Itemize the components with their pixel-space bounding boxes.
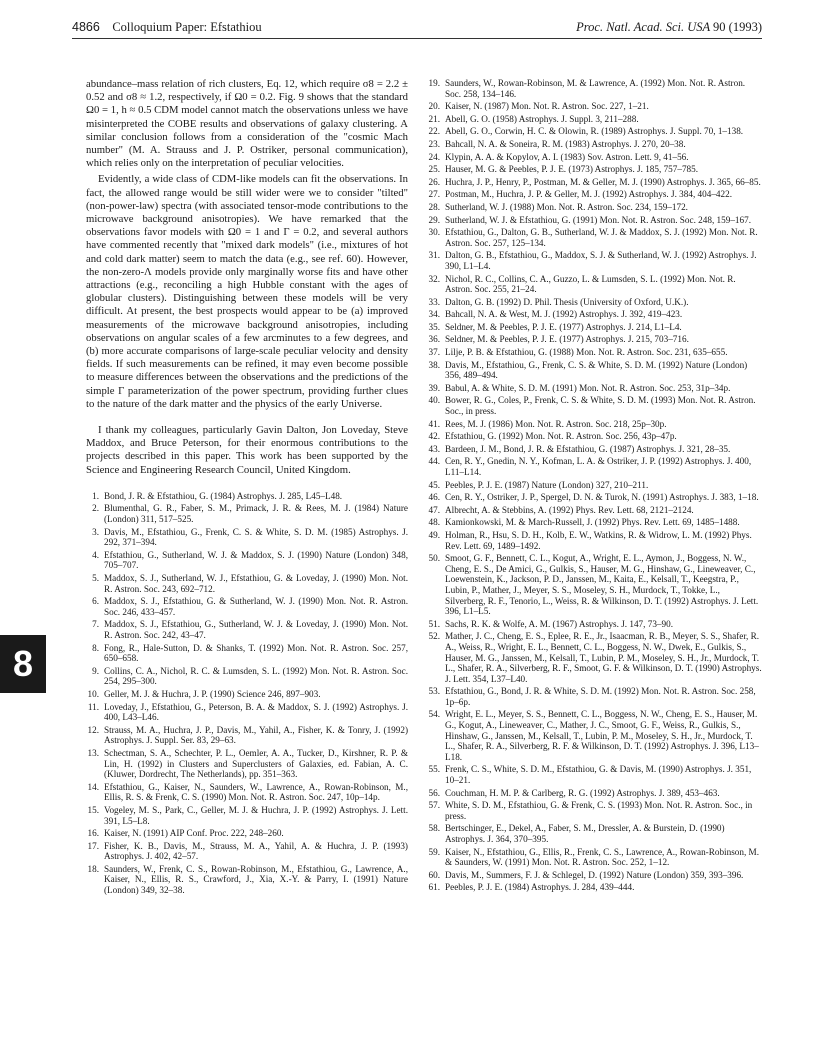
reference-item: [427, 686, 762, 707]
reference-item: [427, 297, 762, 308]
left-column: [86, 78, 408, 898]
header-rule: [72, 38, 762, 39]
body-paragraph: abundance–mass relation of rich clusters, Eq. 12, which require σ8 = 2.2 ± 0.52 and σ8 ≈ 1.2, respectively, if Ω0 = 0.2. Fig. 9 shows that the standard Ω0 = 1, h ≈ 0.5 CDM model cannot match the observations unless we have misinterpreted the COBE results and observations of galaxy clustering. A similar conclusion follows from a consideration of the "cosmic Mach number" (M. A. Strauss and J. P. Ostriker, personal communication), which relies only on the interpretation of peculiar velocities.: [86, 78, 408, 170]
reference-text: Davis, M., Efstathiou, G., Frenk, C. S. & White, S. D. M. (1992) Nature (London) 356, 489–494.: [445, 359, 748, 381]
reference-item: [427, 274, 762, 295]
reference-item: [427, 709, 762, 762]
reference-item: [86, 666, 408, 687]
reference-number: 60.: [428, 869, 440, 880]
reference-item: [427, 360, 762, 381]
reference-number: 3.: [92, 526, 99, 537]
reference-number: 45.: [428, 479, 440, 490]
reference-item: [86, 689, 408, 700]
reference-number: 18.: [87, 863, 99, 874]
reference-text: Kaiser, N., Efstathiou, G., Ellis, R., Frenk, C. S., Lawrence, A., Rowan-Robinson, M. & Saunders, W. (1991) Mon. Not. R. Astron. Soc. 252, 1–12.: [445, 846, 760, 868]
reference-item: [86, 702, 408, 723]
reference-text: White, S. D. M., Efstathiou, G. & Frenk, C. S. (1993) Mon. Not. R. Astron. Soc., in press.: [445, 800, 753, 821]
reference-text: Efstathiou, G., Dalton, G. B., Sutherland, W. J. & Maddox, S. J. (1992) Mon. Not. R. Astron. Soc. 257, 125–134.: [445, 227, 758, 248]
page-number: 4866: [72, 20, 100, 34]
reference-number: 61.: [428, 882, 440, 893]
reference-text: Sutherland, W. J. & Efstathiou, G. (1991) Mon. Not. R. Astron. Soc. 248, 159–167.: [445, 214, 751, 225]
reference-number: 35.: [428, 321, 440, 332]
reference-number: 19.: [428, 78, 440, 88]
reference-item: [86, 841, 408, 862]
reference-number: 40.: [428, 395, 440, 406]
reference-item: [427, 152, 762, 163]
reference-number: 1.: [92, 490, 99, 501]
reference-number: 6.: [92, 596, 99, 607]
reference-text: Geller, M. J. & Huchra, J. P. (1990) Science 246, 897–903.: [104, 688, 321, 699]
reference-item: [427, 823, 762, 844]
reference-item: [427, 492, 762, 503]
reference-text: Kaiser, N. (1987) Mon. Not. R. Astron. Soc. 227, 1–21.: [445, 101, 649, 112]
header-left: [72, 20, 262, 35]
reference-text: Sutherland, W. J. (1988) Mon. Not. R. Astron. Soc. 234, 159–172.: [445, 201, 688, 212]
reference-item: [86, 864, 408, 896]
journal-name: Proc. Natl. Acad. Sci. USA: [576, 20, 710, 34]
reference-text: Babul, A. & White, S. D. M. (1991) Mon. Not. R. Astron. Soc. 253, 31p–34p.: [445, 382, 731, 393]
reference-number: 4.: [92, 549, 99, 560]
reference-text: Collins, C. A., Nichol, R. C. & Lumsden, S. L. (1992) Mon. Not. R. Astron. Soc. 254, 295–300.: [104, 665, 408, 687]
reference-text: Schectman, S. A., Schechter, P. L., Oemler, A. A., Tucker, D., Kirshner, R. P. & Lin, H. (1992) in Clusters and Superclusters of Galaxies, ed. Fabian, A. C. (Kluwer, Dordrecht, The Netherlands), pp. 351–363.: [104, 747, 408, 780]
reference-text: Nichol, R. C., Collins, C. A., Guzzo, L. & Lumsden, S. L. (1992) Mon. Not. R. Astron. Soc. 255, 21–24.: [445, 273, 736, 295]
reference-text: Peebles, P. J. E. (1987) Nature (London) 327, 210–211.: [445, 479, 649, 490]
reference-item: [427, 480, 762, 491]
reference-text: Bahcall, N. A. & Soneira, R. M. (1983) Astrophys. J. 270, 20–38.: [445, 138, 686, 149]
reference-number: 16.: [87, 828, 99, 839]
reference-number: 26.: [428, 176, 440, 187]
reference-number: 37.: [428, 347, 440, 358]
reference-number: 57.: [428, 800, 440, 811]
reference-item: [86, 805, 408, 826]
reference-number: 17.: [87, 840, 99, 851]
reference-item: [427, 395, 762, 416]
reference-text: Lilje, P. B. & Efstathiou, G. (1988) Mon. Not. R. Astron. Soc. 231, 635–655.: [445, 347, 728, 358]
reference-number: 41.: [428, 418, 440, 429]
reference-text: Bahcall, N. A. & West, M. J. (1992) Astrophys. J. 392, 419–423.: [445, 309, 683, 320]
reference-text: Wright, E. L., Meyer, S. S., Bennett, C. L., Boggess, N. W., Cheng, E. S., Hauser, M. G., Kogut, A., Lineweaver, C., Mather, J. C., Smoot, G. F., Weiss, R., Gulkis, S., Hinshaw, G., Janssen, M., Kelsall, T., Lubin, P. M., Moseley, S. H., Jr., Murdock, T. L., Shafer, R. A., Silverberg, R. F. & Wilkinson, D. T. (1992) Astrophys. J. 396, L13–L18.: [445, 709, 759, 762]
reference-item: [86, 573, 408, 594]
reference-item: [86, 782, 408, 803]
reference-item: [427, 456, 762, 477]
reference-list-left: [86, 491, 408, 896]
running-header: [72, 20, 762, 40]
section-label: Colloquium Paper: Efstathiou: [112, 20, 262, 34]
reference-item: [427, 431, 762, 442]
reference-text: Hauser, M. G. & Peebles, P. J. E. (1973) Astrophys. J. 185, 757–785.: [445, 164, 699, 175]
reference-text: Couchman, H. M. P. & Carlberg, R. G. (1992) Astrophys. J. 389, 453–463.: [445, 787, 720, 798]
reference-text: Abell, G. O. (1958) Astrophys. J. Suppl. 3, 211–288.: [445, 113, 639, 124]
reference-text: Seldner, M. & Peebles, P. J. E. (1977) Astrophys. J. 214, L1–L4.: [445, 321, 682, 332]
reference-number: 54.: [428, 709, 440, 720]
reference-text: Cen, R. Y., Gnedin, N. Y., Kofman, L. A. & Ostriker, J. P. (1992) Astrophys. J. 400, L11–L14.: [445, 456, 752, 477]
reference-number: 51.: [428, 618, 440, 629]
journal-volume: 90 (1993): [713, 20, 762, 34]
reference-text: Abell, G. O., Corwin, H. C. & Olowin, R. (1989) Astrophys. J. Suppl. 70, 1–138.: [445, 126, 744, 137]
reference-text: Sachs, R. K. & Wolfe, A. M. (1967) Astrophys. J. 147, 73–90.: [445, 618, 674, 629]
reference-item: [86, 527, 408, 548]
reference-number: 24.: [428, 151, 440, 162]
reference-item: [427, 517, 762, 528]
reference-item: [427, 847, 762, 868]
reference-text: Bardeen, J. M., Bond, J. R. & Efstathiou, G. (1987) Astrophys. J. 321, 28–35.: [445, 443, 731, 454]
reference-text: Efstathiou, G., Bond, J. R. & White, S. D. M. (1992) Mon. Not. R. Astron. Soc. 258, 1p–6p.: [445, 686, 756, 707]
reference-number: 33.: [428, 296, 440, 307]
reference-item: [427, 189, 762, 200]
reference-number: 31.: [428, 250, 440, 261]
reference-number: 50.: [428, 553, 440, 564]
reference-number: 46.: [428, 492, 440, 503]
reference-number: 10.: [87, 688, 99, 699]
reference-text: Davis, M., Summers, F. J. & Schlegel, D. (1992) Nature (London) 359, 393–396.: [445, 869, 744, 880]
reference-number: 44.: [428, 456, 440, 467]
reference-number: 8.: [92, 642, 99, 653]
reference-text: Blumenthal, G. R., Faber, S. M., Primack, J. R. & Rees, M. J. (1984) Nature (London) 311, 517–525.: [104, 503, 408, 525]
reference-text: Bower, R. G., Coles, P., Frenk, C. S. & White, S. D. M. (1993) Mon. Not. R. Astron. Soc., in press.: [445, 395, 756, 417]
reference-number: 47.: [428, 504, 440, 515]
reference-text: Kamionkowski, M. & March-Russell, J. (1992) Phys. Rev. Lett. 69, 1485–1488.: [445, 517, 740, 528]
reference-text: Kaiser, N. (1991) AIP Conf. Proc. 222, 248–260.: [104, 828, 284, 839]
reference-number: 12.: [87, 724, 99, 735]
reference-item: [86, 550, 408, 571]
reference-number: 27.: [428, 189, 440, 200]
reference-number: 42.: [428, 431, 440, 442]
reference-item: [86, 748, 408, 780]
reference-item: [427, 322, 762, 333]
reference-number: 39.: [428, 382, 440, 393]
reference-number: 55.: [428, 764, 440, 775]
reference-number: 2.: [92, 503, 99, 514]
reference-number: 15.: [87, 804, 99, 815]
reference-item: [86, 643, 408, 664]
right-column: [427, 78, 762, 895]
reference-text: Loveday, J., Efstathiou, G., Peterson, B. A. & Maddox, S. J. (1992) Astrophys. J. 400, L43–L46.: [104, 701, 408, 723]
reference-number: 13.: [87, 747, 99, 758]
reference-number: 11.: [87, 701, 99, 712]
reference-item: [427, 631, 762, 684]
reference-item: [427, 444, 762, 455]
reference-text: Postman, M., Huchra, J. P. & Geller, M. J. (1992) Astrophys. J. 384, 404–422.: [445, 189, 732, 200]
reference-number: 30.: [428, 227, 440, 238]
reference-number: 43.: [428, 443, 440, 454]
reference-text: Klypin, A. A. & Kopylov, A. I. (1983) Sov. Astron. Lett. 9, 41–56.: [445, 151, 689, 162]
reference-item: [427, 419, 762, 430]
reference-item: [86, 725, 408, 746]
reference-text: Seldner, M. & Peebles, P. J. E. (1977) Astrophys. J. 215, 703–716.: [445, 334, 689, 345]
reference-number: 48.: [428, 517, 440, 528]
reference-item: [427, 139, 762, 150]
reference-text: Maddox, S. J., Sutherland, W. J., Efstathiou, G. & Loveday, J. (1990) Mon. Not. R. Astron. Soc. 243, 692–712.: [104, 573, 408, 594]
reference-text: Bond, J. R. & Efstathiou, G. (1984) Astrophys. J. 285, L45–L48.: [104, 490, 343, 501]
reference-text: Rees, M. J. (1986) Mon. Not. R. Astron. Soc. 218, 25p–30p.: [445, 418, 667, 429]
reference-text: Efstathiou, G., Sutherland, W. J. & Maddox, S. J. (1990) Nature (London) 348, 705–707.: [104, 549, 408, 571]
reference-number: 52.: [428, 631, 440, 642]
reference-number: 23.: [428, 138, 440, 149]
reference-number: 14.: [87, 781, 99, 792]
reference-item: [427, 553, 762, 617]
reference-number: 53.: [428, 686, 440, 697]
reference-item: [86, 619, 408, 640]
reference-item: [427, 505, 762, 516]
reference-number: 56.: [428, 787, 440, 798]
reference-text: Saunders, W., Frenk, C. S., Rowan-Robinson, M., Efstathiou, G., Lawrence, A., Kaiser, N., Ellis, R. S., Crawford, J., Xia, X.-Y. & Parry, I. (1991) Nature (London) 349, 32–38.: [104, 863, 408, 896]
reference-text: Cen, R. Y., Ostriker, J. P., Spergel, D. N. & Turok, N. (1991) Astrophys. J. 383, 1–18.: [445, 492, 759, 503]
reference-text: Fisher, K. B., Davis, M., Strauss, M. A., Yahil, A. & Huchra, J. P. (1993) Astrophys. J. 402, 42–57.: [104, 840, 408, 862]
reference-text: Saunders, W., Rowan-Robinson, M. & Lawrence, A. (1992) Mon. Not. R. Astron. Soc. 258, 134–146.: [445, 78, 746, 99]
reference-number: 38.: [428, 359, 440, 370]
reference-number: 58.: [428, 823, 440, 834]
reference-text: Dalton, G. B. (1992) D. Phil. Thesis (University of Oxford, U.K.).: [445, 296, 689, 307]
reference-text: Huchra, J. P., Henry, P., Postman, M. & Geller, M. J. (1990) Astrophys. J. 365, 66–85.: [445, 176, 761, 187]
reference-item: [427, 126, 762, 137]
reference-number: 28.: [428, 201, 440, 212]
reference-number: 36.: [428, 334, 440, 345]
reference-text: Strauss, M. A., Huchra, J. P., Davis, M., Yahil, A., Fisher, K. & Tonry, J. (1992) Astrophys. J. Suppl. Ser. 83, 29–63.: [104, 724, 408, 746]
reference-text: Dalton, G. B., Efstathiou, G., Maddox, S. J. & Sutherland, W. J. (1992) Astrophys. J. 390, L1–L4.: [445, 250, 757, 271]
section-tab: 8: [0, 635, 46, 693]
reference-number: 25.: [428, 164, 440, 175]
reference-item: [427, 202, 762, 213]
reference-number: 9.: [92, 665, 99, 676]
reference-text: Frenk, C. S., White, S. D. M., Efstathiou, G. & Davis, M. (1990) Astrophys. J. 351, 10–21.: [445, 764, 752, 786]
reference-number: 5.: [92, 573, 99, 584]
reference-number: 20.: [428, 101, 440, 112]
reference-text: Mather, J. C., Cheng, E. S., Eplee, R. E., Jr., Isaacman, R. B., Meyer, S. S., Shafer, R. A., Weiss, R., Wright, E. L., Bennett, C. L., Boggess, N. W., Dwek, E., Gulkis, S., Hauser, M. G., Janssen, M., Kelsall, T., Lubin, P. M., Moseley, S. H., Jr., Murdock, T. L., Shafer, R. A., Silverberg, R. F., Smoot, G. F. & Wilkinson, D. T. (1990) Astrophys. J. Lett. 354, L37–L40.: [445, 631, 762, 684]
reference-item: [427, 530, 762, 551]
reference-item: [427, 78, 762, 99]
reference-item: [427, 619, 762, 630]
acknowledgment: I thank my colleagues, particularly Gavin Dalton, Jon Loveday, Steve Maddox, and Bruce Peterson, for their enormous contributions to the projects described in this paper. This work has been supported by the Science and Engineering Research Council, United Kingdom.: [86, 424, 408, 476]
reference-text: Holman, R., Hsu, S. D. H., Kolb, E. W., Watkins, R. & Widrow, L. M. (1992) Phys. Rev. Lett. 69, 1489–1492.: [445, 529, 752, 551]
reference-item: [427, 250, 762, 271]
reference-item: [427, 215, 762, 226]
reference-item: [427, 227, 762, 248]
reference-item: [86, 503, 408, 524]
reference-text: Davis, M., Efstathiou, G., Frenk, C. S. & White, S. D. M. (1985) Astrophys. J. 292, 371–394.: [104, 526, 408, 548]
reference-item: [427, 114, 762, 125]
reference-item: [86, 491, 408, 502]
body-paragraph: Evidently, a wide class of CDM-like models can fit the observations. In fact, the allowed range would be still wider were we to consider "tilted" (non-power-law) spectra (with associated tensor-mode contributions to the microwave background anisotropies). We have remarked that the observations favor models with Ω0 = 1 and Γ = 0.2, and several authors have commented recently that "mixed dark models" (i.e., mixtures of hot and cold dark matter) seem to match the data (e.g., see ref. 60). However, the non-zero-Λ models provide only marginally worse fits and have other attractions (e.g., reconciling a high Hubble constant with the ages of globular clusters). Distinguishing between these models will be very difficult. At present, the best prospects would appear to be (a) improved measurements of the microwave background anisotropies, including observations on angular scales of a few arcminutes to a few degrees, and (b) more accurate comparisons of large-scale peculiar velocity and density fields. If such measurements can be refined, it may even become possible to measure differences between the observations and the predictions of the simple Γ parameterization of the power spectrum, providing further clues to the nature of the dark matter and the physics of the early Universe.: [86, 173, 408, 410]
reference-number: 22.: [428, 126, 440, 137]
reference-number: 34.: [428, 309, 440, 320]
reference-text: Efstathiou, G. (1992) Mon. Not. R. Astron. Soc. 256, 43p–47p.: [445, 431, 677, 442]
reference-item: [427, 177, 762, 188]
reference-item: [427, 101, 762, 112]
reference-item: [427, 309, 762, 320]
reference-text: Smoot, G. F., Bennett, C. L., Kogut, A., Wright, E. L., Aymon, J., Boggess, N. W., Cheng, E. S., De Amici, G., Gulkis, S., Hauser, M. G., Hinshaw, G., Lineweaver, C., Loewenstein, K., Jackson, P. D., Janssen, M., Kaita, E., Kelsall, T., Keegstra, P., Lubin, P., Mather, J., Meyer, S. S., Moseley, S. H., Murdock, T., Tokke, L., Silverberg, R. F., Tenorio, L., Weiss, R. & Wilkinson, D. T. (1992) Astrophys. J. Lett. 396, L1–L5.: [445, 553, 759, 617]
reference-text: Albrecht, A. & Stebbins, A. (1992) Phys. Rev. Lett. 68, 2121–2124.: [445, 504, 694, 515]
reference-number: 29.: [428, 214, 440, 225]
reference-number: 59.: [428, 846, 440, 857]
reference-item: [427, 788, 762, 799]
reference-item: [427, 870, 762, 881]
reference-item: [427, 882, 762, 893]
reference-text: Fong, R., Hale-Sutton, D. & Shanks, T. (1992) Mon. Not. R. Astron. Soc. 257, 650–658.: [104, 642, 408, 664]
reference-item: [86, 596, 408, 617]
reference-number: 7.: [92, 619, 99, 630]
reference-text: Maddox, S. J., Efstathiou, G. & Sutherland, W. J. (1990) Mon. Not. R. Astron. Soc. 246, 433–457.: [104, 596, 408, 617]
reference-text: Efstathiou, G., Kaiser, N., Saunders, W., Lawrence, A., Rowan-Robinson, M., Ellis, R. S. & Frenk, C. S. (1990) Mon. Not. R. Astron. Soc. 247, 10p–14p.: [104, 781, 408, 803]
header-right: [576, 20, 762, 35]
reference-number: 21.: [428, 113, 440, 124]
reference-text: Peebles, P. J. E. (1984) Astrophys. J. 284, 439–444.: [445, 882, 635, 893]
reference-item: [427, 334, 762, 345]
reference-item: [427, 347, 762, 358]
reference-item: [427, 164, 762, 175]
reference-list-right: [427, 78, 762, 893]
reference-text: Bertschinger, E., Dekel, A., Faber, S. M., Dressler, A. & Burstein, D. (1990) Astrophys. J. 364, 370–395.: [445, 823, 725, 844]
reference-item: [427, 764, 762, 785]
reference-number: 32.: [428, 273, 440, 284]
reference-item: [427, 800, 762, 821]
reference-text: Vogeley, M. S., Park, C., Geller, M. J. & Huchra, J. P. (1992) Astrophys. J. Lett. 391, L5–L8.: [104, 804, 408, 826]
reference-text: Maddox, S. J., Efstathiou, G., Sutherland, W. J. & Loveday, J. (1990) Mon. Not. R. Astron. Soc. 242, 43–47.: [104, 619, 408, 641]
reference-number: 49.: [428, 529, 440, 540]
reference-item: [427, 383, 762, 394]
reference-item: [86, 828, 408, 839]
